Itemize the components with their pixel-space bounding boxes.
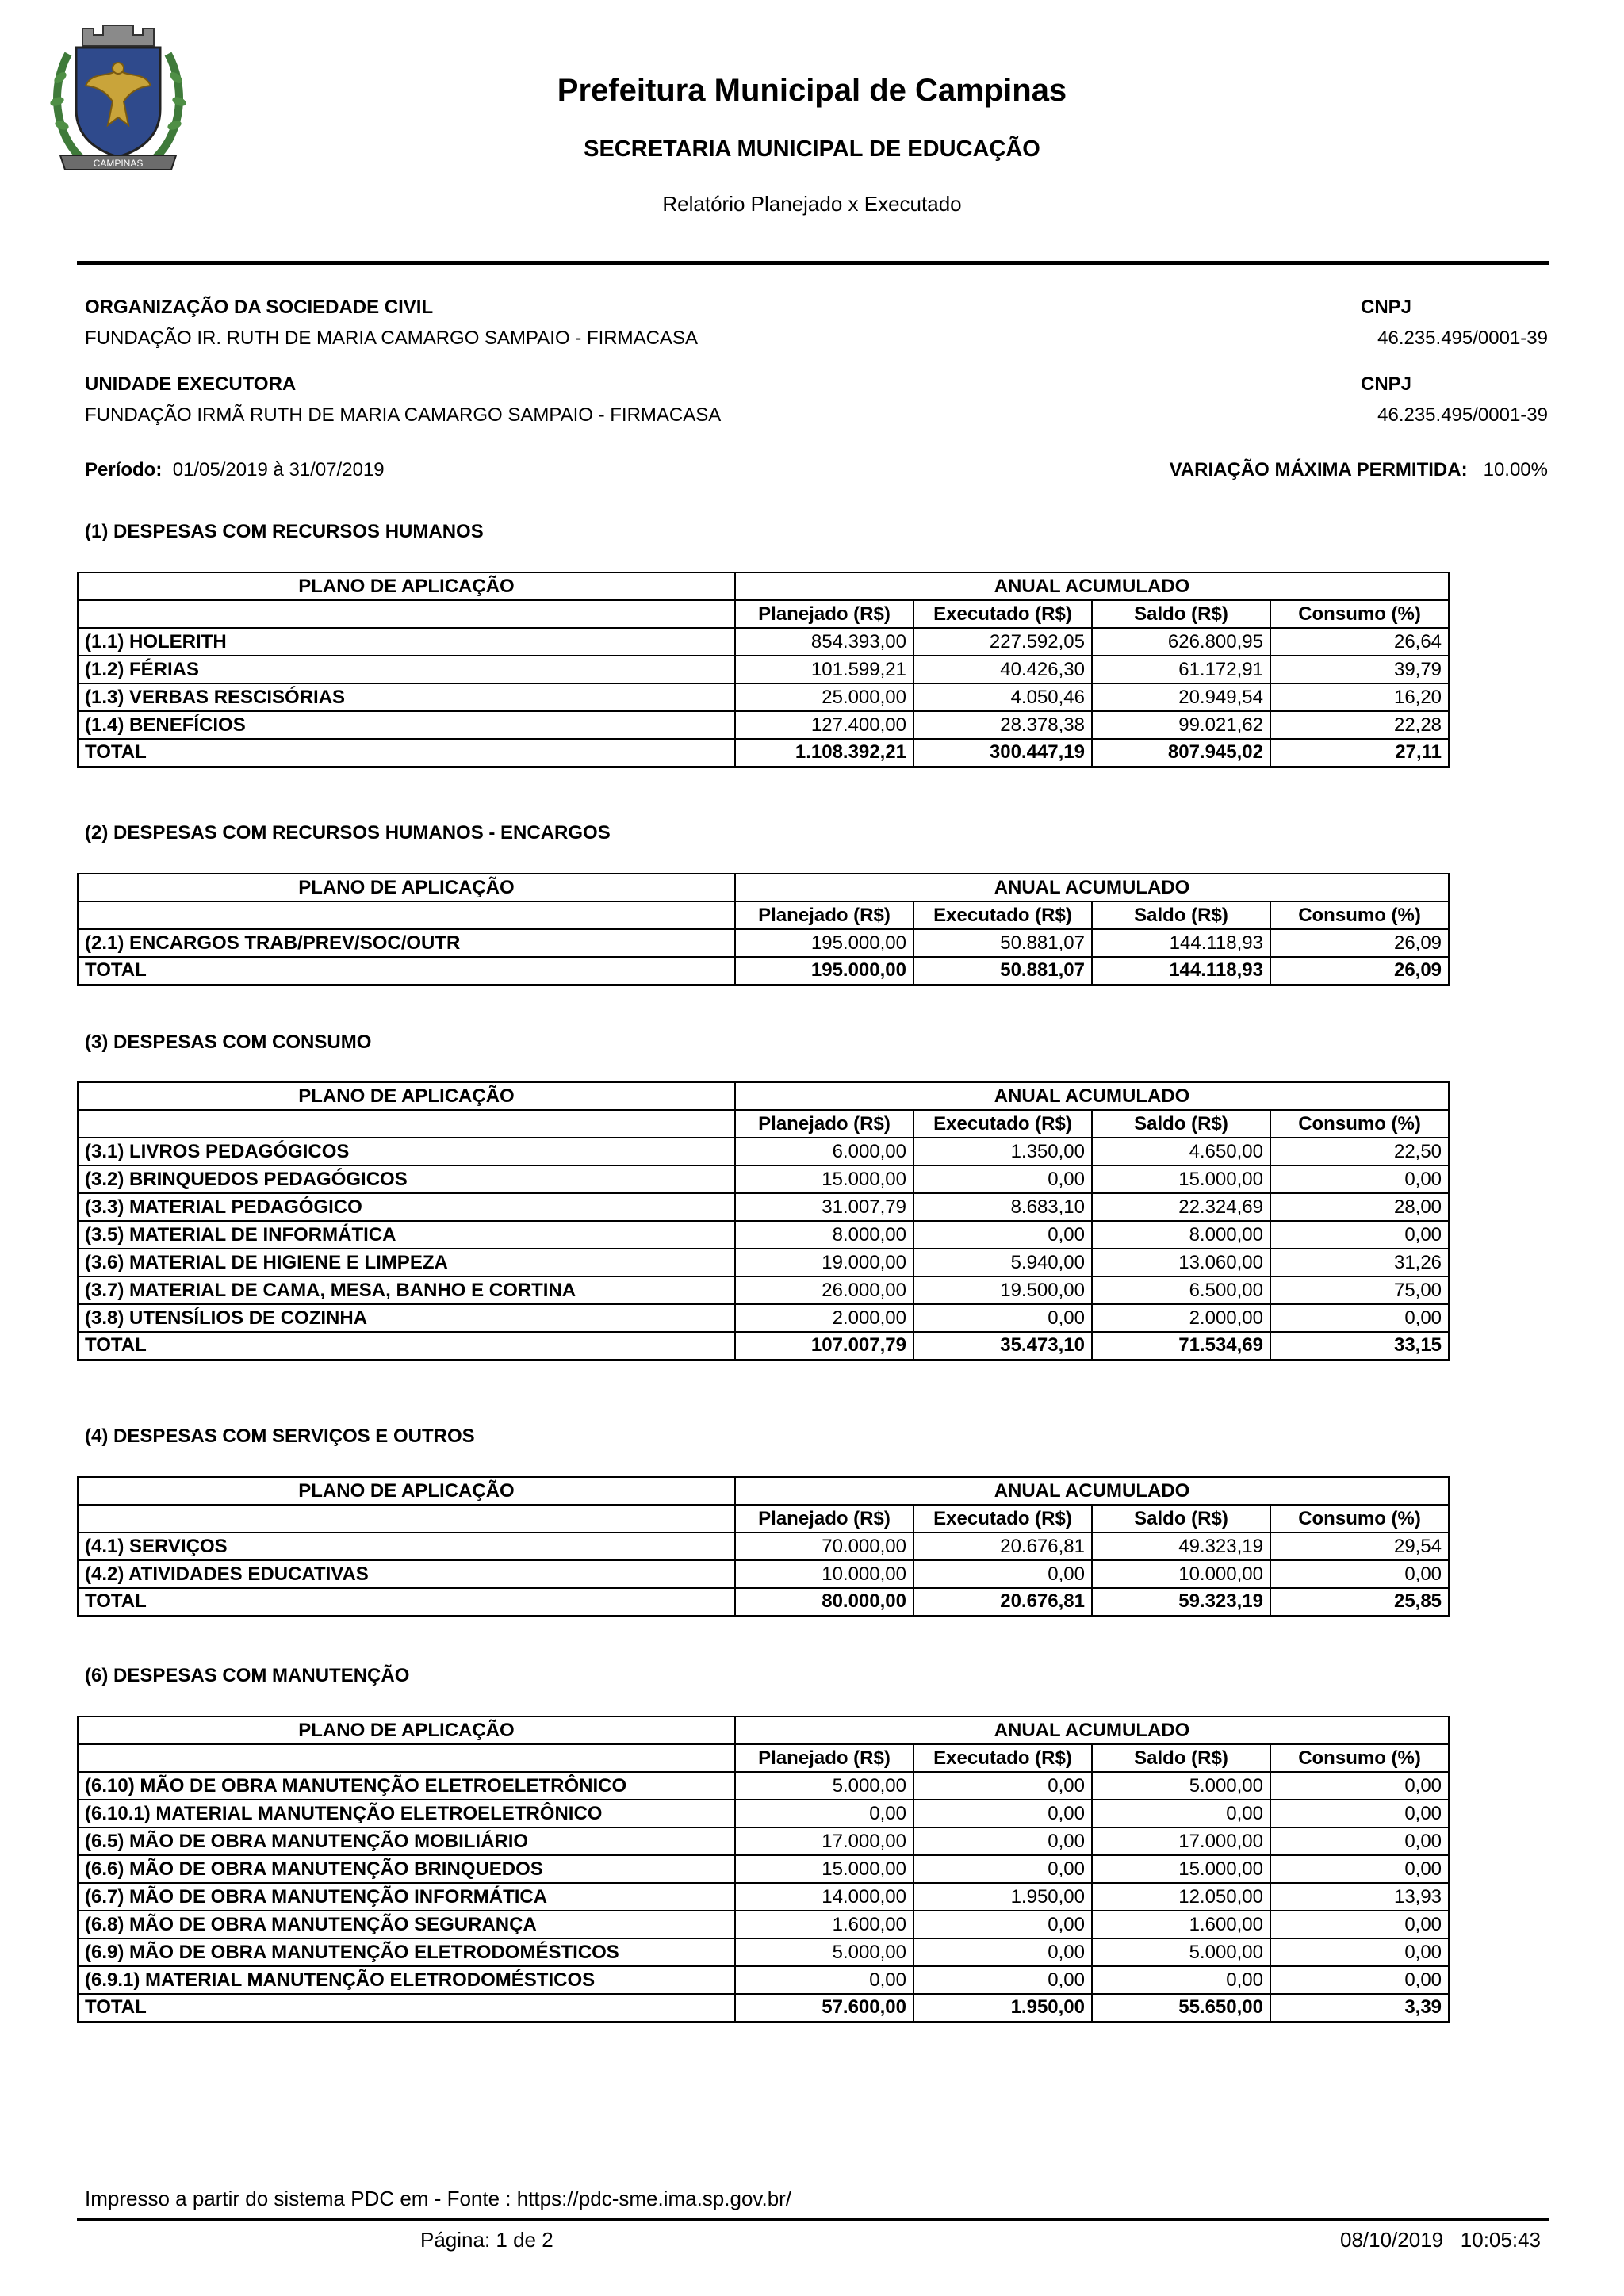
executed-header: Executado (R$) xyxy=(914,600,1092,628)
table-row xyxy=(78,1966,1449,1994)
plan-header: PLANO DE APLICAÇÃO xyxy=(78,1082,735,1110)
planned-value: 5.000,00 xyxy=(735,1772,914,1800)
executed-value: 5.940,00 xyxy=(914,1249,1092,1276)
unit-name: FUNDAÇÃO IRMÃ RUTH DE MARIA CAMARGO SAMPAIO - FIRMACASA xyxy=(85,404,722,426)
executed-value: 35.473,10 xyxy=(914,1332,1092,1360)
table-row xyxy=(78,1221,1449,1249)
balance-value: 0,00 xyxy=(1092,1966,1270,1994)
executed-header: Executado (R$) xyxy=(914,901,1092,929)
table-row xyxy=(78,1800,1449,1827)
consumption-value: 0,00 xyxy=(1270,1221,1449,1249)
table-row xyxy=(78,1533,1449,1560)
item-label: (1.4) BENEFÍCIOS xyxy=(78,711,735,739)
table-row xyxy=(78,1193,1449,1221)
executed-value: 0,00 xyxy=(914,1304,1092,1332)
table-row xyxy=(78,1249,1449,1276)
planned-value: 6.000,00 xyxy=(735,1138,914,1165)
item-label: (3.7) MATERIAL DE CAMA, MESA, BANHO E CORTINA xyxy=(78,1276,735,1304)
item-label: TOTAL xyxy=(78,957,735,985)
consumption-value: 22,50 xyxy=(1270,1138,1449,1165)
report-name: Relatório Planejado x Executado xyxy=(662,192,962,216)
balance-value: 807.945,02 xyxy=(1092,739,1270,767)
period-label: Período: xyxy=(85,459,163,480)
consumption-header: Consumo (%) xyxy=(1270,1110,1449,1138)
balance-value: 144.118,93 xyxy=(1092,929,1270,957)
executed-value: 50.881,07 xyxy=(914,929,1092,957)
consumption-value: 0,00 xyxy=(1270,1911,1449,1938)
executed-value: 227.592,05 xyxy=(914,628,1092,656)
plan-header: PLANO DE APLICAÇÃO xyxy=(78,1716,735,1744)
consumption-value: 0,00 xyxy=(1270,1855,1449,1883)
table-row xyxy=(78,683,1449,711)
consumption-value: 28,00 xyxy=(1270,1193,1449,1221)
planned-header: Planejado (R$) xyxy=(735,1110,914,1138)
consumption-value: 0,00 xyxy=(1270,1938,1449,1966)
executed-value: 0,00 xyxy=(914,1855,1092,1883)
executed-header: Executado (R$) xyxy=(914,1110,1092,1138)
table-row xyxy=(78,1138,1449,1165)
item-label: (6.9.1) MATERIAL MANUTENÇÃO ELETRODOMÉSTICOS xyxy=(78,1966,735,1994)
balance-value: 4.650,00 xyxy=(1092,1138,1270,1165)
planned-value: 31.007,79 xyxy=(735,1193,914,1221)
planned-value: 5.000,00 xyxy=(735,1938,914,1966)
planned-header: Planejado (R$) xyxy=(735,1744,914,1772)
item-label: (3.1) LIVROS PEDAGÓGICOS xyxy=(78,1138,735,1165)
consumption-value: 13,93 xyxy=(1270,1883,1449,1911)
expense-table xyxy=(77,1476,1450,1617)
consumption-value: 26,09 xyxy=(1270,957,1449,985)
total-row xyxy=(78,1994,1449,2022)
balance-value: 55.650,00 xyxy=(1092,1994,1270,2022)
balance-header: Saldo (R$) xyxy=(1092,600,1270,628)
consumption-value: 27,11 xyxy=(1270,739,1449,767)
executed-value: 0,00 xyxy=(914,1560,1092,1588)
table-row xyxy=(78,1276,1449,1304)
balance-value: 20.949,54 xyxy=(1092,683,1270,711)
balance-header: Saldo (R$) xyxy=(1092,1110,1270,1138)
balance-value: 10.000,00 xyxy=(1092,1560,1270,1588)
planned-value: 14.000,00 xyxy=(735,1883,914,1911)
annual-header: ANUAL ACUMULADO xyxy=(735,1716,1449,1744)
total-row xyxy=(78,1332,1449,1360)
consumption-header: Consumo (%) xyxy=(1270,1505,1449,1533)
consumption-value: 22,28 xyxy=(1270,711,1449,739)
blank-header xyxy=(78,1744,735,1772)
table-row xyxy=(78,1883,1449,1911)
consumption-value: 16,20 xyxy=(1270,683,1449,711)
consumption-header: Consumo (%) xyxy=(1270,1744,1449,1772)
item-label: (1.3) VERBAS RESCISÓRIAS xyxy=(78,683,735,711)
max-variation xyxy=(1031,459,1548,481)
section-title: (3) DESPESAS COM CONSUMO xyxy=(85,1031,372,1053)
item-label: (1.2) FÉRIAS xyxy=(78,656,735,683)
item-label: (3.3) MATERIAL PEDAGÓGICO xyxy=(78,1193,735,1221)
balance-value: 2.000,00 xyxy=(1092,1304,1270,1332)
item-label: (4.2) ATIVIDADES EDUCATIVAS xyxy=(78,1560,735,1588)
executed-header: Executado (R$) xyxy=(914,1505,1092,1533)
planned-value: 195.000,00 xyxy=(735,957,914,985)
executed-value: 0,00 xyxy=(914,1938,1092,1966)
consumption-value: 75,00 xyxy=(1270,1276,1449,1304)
balance-value: 1.600,00 xyxy=(1092,1911,1270,1938)
footer-divider xyxy=(77,2218,1549,2221)
consumption-value: 0,00 xyxy=(1270,1800,1449,1827)
planned-value: 26.000,00 xyxy=(735,1276,914,1304)
period-value: 01/05/2019 à 31/07/2019 xyxy=(172,459,385,480)
consumption-value: 31,26 xyxy=(1270,1249,1449,1276)
executed-value: 1.950,00 xyxy=(914,1994,1092,2022)
blank-header xyxy=(78,1505,735,1533)
item-label: (6.10) MÃO DE OBRA MANUTENÇÃO ELETROELETRÔNICO xyxy=(78,1772,735,1800)
section-title: (2) DESPESAS COM RECURSOS HUMANOS - ENCARGOS xyxy=(85,822,611,844)
planned-value: 0,00 xyxy=(735,1966,914,1994)
item-label: (4.1) SERVIÇOS xyxy=(78,1533,735,1560)
executed-value: 0,00 xyxy=(914,1911,1092,1938)
total-row xyxy=(78,957,1449,985)
page-subtitle: SECRETARIA MUNICIPAL DE EDUCAÇÃO xyxy=(584,136,1040,162)
planned-value: 15.000,00 xyxy=(735,1165,914,1193)
section-title: (6) DESPESAS COM MANUTENÇÃO xyxy=(85,1665,410,1686)
consumption-value: 29,54 xyxy=(1270,1533,1449,1560)
consumption-value: 0,00 xyxy=(1270,1560,1449,1588)
blank-header xyxy=(78,1110,735,1138)
table-row xyxy=(78,1938,1449,1966)
executed-header: Executado (R$) xyxy=(914,1744,1092,1772)
consumption-value: 0,00 xyxy=(1270,1966,1449,1994)
expense-table xyxy=(77,1081,1450,1361)
table-row xyxy=(78,1772,1449,1800)
executed-value: 0,00 xyxy=(914,1800,1092,1827)
planned-value: 107.007,79 xyxy=(735,1332,914,1360)
table-row xyxy=(78,1304,1449,1332)
table-row xyxy=(78,1165,1449,1193)
planned-value: 127.400,00 xyxy=(735,711,914,739)
planned-value: 80.000,00 xyxy=(735,1588,914,1616)
balance-header: Saldo (R$) xyxy=(1092,1744,1270,1772)
org-cnpj: 46.235.495/0001-39 xyxy=(1377,327,1548,349)
executed-value: 0,00 xyxy=(914,1827,1092,1855)
unit-cnpj: 46.235.495/0001-39 xyxy=(1377,404,1548,426)
executed-value: 19.500,00 xyxy=(914,1276,1092,1304)
plan-header: PLANO DE APLICAÇÃO xyxy=(78,572,735,600)
consumption-value: 39,79 xyxy=(1270,656,1449,683)
total-row xyxy=(78,739,1449,767)
balance-value: 22.324,69 xyxy=(1092,1193,1270,1221)
balance-value: 6.500,00 xyxy=(1092,1276,1270,1304)
executed-value: 0,00 xyxy=(914,1165,1092,1193)
planned-value: 1.108.392,21 xyxy=(735,739,914,767)
balance-value: 15.000,00 xyxy=(1092,1855,1270,1883)
item-label: (2.1) ENCARGOS TRAB/PREV/SOC/OUTR xyxy=(78,929,735,957)
balance-value: 5.000,00 xyxy=(1092,1772,1270,1800)
plan-header: PLANO DE APLICAÇÃO xyxy=(78,1477,735,1505)
consumption-value: 25,85 xyxy=(1270,1588,1449,1616)
planned-header: Planejado (R$) xyxy=(735,1505,914,1533)
item-label: (3.6) MATERIAL DE HIGIENE E LIMPEZA xyxy=(78,1249,735,1276)
planned-header: Planejado (R$) xyxy=(735,901,914,929)
annual-header: ANUAL ACUMULADO xyxy=(735,572,1449,600)
executed-value: 1.350,00 xyxy=(914,1138,1092,1165)
executed-value: 0,00 xyxy=(914,1772,1092,1800)
table-row xyxy=(78,929,1449,957)
variation-value: 10.00% xyxy=(1483,459,1548,480)
blank-header xyxy=(78,901,735,929)
consumption-value: 0,00 xyxy=(1270,1827,1449,1855)
item-label: (1.1) HOLERITH xyxy=(78,628,735,656)
blank-header xyxy=(78,600,735,628)
expense-table xyxy=(77,873,1450,986)
page-number: Página: 1 de 2 xyxy=(420,2228,553,2252)
planned-header: Planejado (R$) xyxy=(735,600,914,628)
unit-label: UNIDADE EXECUTORA xyxy=(85,373,297,395)
expense-table xyxy=(77,1716,1450,2023)
table-row xyxy=(78,711,1449,739)
crest-ribbon-text: CAMPINAS xyxy=(93,158,144,169)
balance-header: Saldo (R$) xyxy=(1092,1505,1270,1533)
balance-value: 15.000,00 xyxy=(1092,1165,1270,1193)
print-timestamp: 08/10/2019 10:05:43 xyxy=(1339,2228,1541,2252)
plan-header: PLANO DE APLICAÇÃO xyxy=(78,874,735,901)
item-label: TOTAL xyxy=(78,1994,735,2022)
item-label: (3.2) BRINQUEDOS PEDAGÓGICOS xyxy=(78,1165,735,1193)
executed-value: 50.881,07 xyxy=(914,957,1092,985)
balance-value: 626.800,95 xyxy=(1092,628,1270,656)
consumption-value: 33,15 xyxy=(1270,1332,1449,1360)
item-label: (3.5) MATERIAL DE INFORMÁTICA xyxy=(78,1221,735,1249)
planned-value: 10.000,00 xyxy=(735,1560,914,1588)
consumption-value: 26,09 xyxy=(1270,929,1449,957)
planned-value: 70.000,00 xyxy=(735,1533,914,1560)
consumption-value: 3,39 xyxy=(1270,1994,1449,2022)
balance-value: 61.172,91 xyxy=(1092,656,1270,683)
balance-value: 13.060,00 xyxy=(1092,1249,1270,1276)
item-label: TOTAL xyxy=(78,1332,735,1360)
planned-value: 17.000,00 xyxy=(735,1827,914,1855)
consumption-value: 0,00 xyxy=(1270,1304,1449,1332)
item-label: (6.9) MÃO DE OBRA MANUTENÇÃO ELETRODOMÉSTICOS xyxy=(78,1938,735,1966)
item-label: (6.7) MÃO DE OBRA MANUTENÇÃO INFORMÁTICA xyxy=(78,1883,735,1911)
table-row xyxy=(78,1560,1449,1588)
balance-value: 71.534,69 xyxy=(1092,1332,1270,1360)
executed-value: 0,00 xyxy=(914,1966,1092,1994)
consumption-value: 0,00 xyxy=(1270,1165,1449,1193)
total-row xyxy=(78,1588,1449,1616)
balance-value: 5.000,00 xyxy=(1092,1938,1270,1966)
section-title: (1) DESPESAS COM RECURSOS HUMANOS xyxy=(85,521,484,542)
header-divider xyxy=(77,261,1549,265)
annual-header: ANUAL ACUMULADO xyxy=(735,874,1449,901)
executed-value: 40.426,30 xyxy=(914,656,1092,683)
balance-value: 8.000,00 xyxy=(1092,1221,1270,1249)
balance-value: 12.050,00 xyxy=(1092,1883,1270,1911)
consumption-header: Consumo (%) xyxy=(1270,901,1449,929)
consumption-header: Consumo (%) xyxy=(1270,600,1449,628)
planned-value: 2.000,00 xyxy=(735,1304,914,1332)
planned-value: 25.000,00 xyxy=(735,683,914,711)
planned-value: 101.599,21 xyxy=(735,656,914,683)
planned-value: 19.000,00 xyxy=(735,1249,914,1276)
planned-value: 8.000,00 xyxy=(735,1221,914,1249)
org-cnpj-label: CNPJ xyxy=(1361,297,1412,318)
footer-source: Impresso a partir do sistema PDC em - Fonte : https://pdc-sme.ima.sp.gov.br/ xyxy=(85,2187,792,2210)
executed-value: 300.447,19 xyxy=(914,739,1092,767)
item-label: TOTAL xyxy=(78,1588,735,1616)
planned-value: 1.600,00 xyxy=(735,1911,914,1938)
executed-value: 20.676,81 xyxy=(914,1533,1092,1560)
executed-value: 8.683,10 xyxy=(914,1193,1092,1221)
item-label: (6.10.1) MATERIAL MANUTENÇÃO ELETROELETRÔNICO xyxy=(78,1800,735,1827)
balance-value: 59.323,19 xyxy=(1092,1588,1270,1616)
executed-value: 20.676,81 xyxy=(914,1588,1092,1616)
item-label: (6.6) MÃO DE OBRA MANUTENÇÃO BRINQUEDOS xyxy=(78,1855,735,1883)
balance-value: 49.323,19 xyxy=(1092,1533,1270,1560)
item-label: TOTAL xyxy=(78,739,735,767)
table-row xyxy=(78,656,1449,683)
executed-value: 0,00 xyxy=(914,1221,1092,1249)
planned-value: 0,00 xyxy=(735,1800,914,1827)
planned-value: 57.600,00 xyxy=(735,1994,914,2022)
executed-value: 28.378,38 xyxy=(914,711,1092,739)
item-label: (3.8) UTENSÍLIOS DE COZINHA xyxy=(78,1304,735,1332)
org-label: ORGANIZAÇÃO DA SOCIEDADE CIVIL xyxy=(85,297,434,318)
section-title: (4) DESPESAS COM SERVIÇOS E OUTROS xyxy=(85,1425,475,1447)
planned-value: 195.000,00 xyxy=(735,929,914,957)
table-row xyxy=(78,1911,1449,1938)
planned-value: 854.393,00 xyxy=(735,628,914,656)
org-name: FUNDAÇÃO IR. RUTH DE MARIA CAMARGO SAMPAIO - FIRMACASA xyxy=(85,327,698,349)
consumption-value: 26,64 xyxy=(1270,628,1449,656)
annual-header: ANUAL ACUMULADO xyxy=(735,1477,1449,1505)
page-title: Prefeitura Municipal de Campinas xyxy=(557,73,1067,108)
balance-value: 17.000,00 xyxy=(1092,1827,1270,1855)
expense-table xyxy=(77,572,1450,768)
unit-cnpj-label: CNPJ xyxy=(1361,373,1412,395)
consumption-value: 0,00 xyxy=(1270,1772,1449,1800)
variation-label: VARIAÇÃO MÁXIMA PERMITIDA: xyxy=(1169,459,1468,480)
balance-value: 0,00 xyxy=(1092,1800,1270,1827)
executed-value: 1.950,00 xyxy=(914,1883,1092,1911)
balance-value: 99.021,62 xyxy=(1092,711,1270,739)
table-row xyxy=(78,1827,1449,1855)
balance-header: Saldo (R$) xyxy=(1092,901,1270,929)
planned-value: 15.000,00 xyxy=(735,1855,914,1883)
table-row xyxy=(78,1855,1449,1883)
item-label: (6.5) MÃO DE OBRA MANUTENÇÃO MOBILIÁRIO xyxy=(78,1827,735,1855)
executed-value: 4.050,46 xyxy=(914,683,1092,711)
annual-header: ANUAL ACUMULADO xyxy=(735,1082,1449,1110)
balance-value: 144.118,93 xyxy=(1092,957,1270,985)
table-row xyxy=(78,628,1449,656)
item-label: (6.8) MÃO DE OBRA MANUTENÇÃO SEGURANÇA xyxy=(78,1911,735,1938)
period xyxy=(85,459,385,481)
